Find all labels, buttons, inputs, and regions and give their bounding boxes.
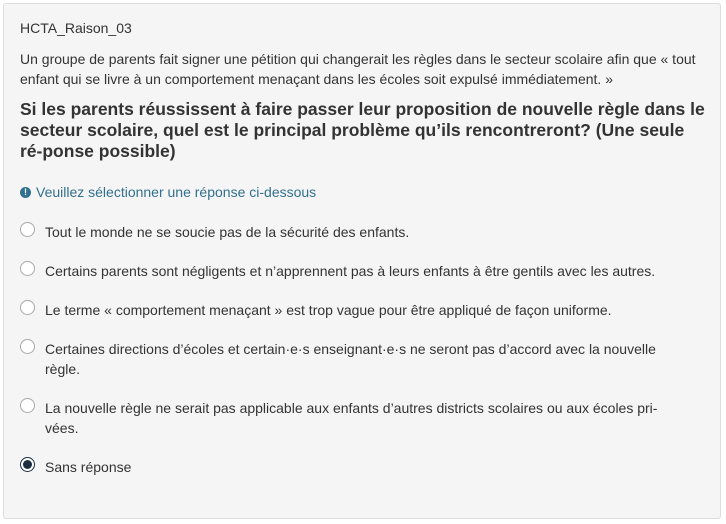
answer-option-label[interactable]: Sans réponse	[45, 459, 132, 475]
radio-button[interactable]	[20, 300, 35, 315]
answer-option-label[interactable]: Le terme « comportement menaçant » est trop vague pour être appliqué de façon uniforme.	[45, 302, 612, 318]
radio-button[interactable]	[20, 339, 35, 354]
question-text: Un groupe de parents fait signer une pétition qui changerait les règles dans le secteur scolaire afin que « tout enfant qui se livre à un comportement menaçant dans les écoles soit expulsé immédiatement. »	[20, 51, 696, 87]
answer-option-label[interactable]: Tout le monde ne se soucie pas de la sécurité des enfants.	[45, 224, 410, 240]
radio-button[interactable]	[20, 398, 35, 413]
question-code: HCTA_Raison_03	[20, 20, 132, 36]
radio-button[interactable]	[20, 222, 35, 237]
hint-text: Veuillez sélectionner une réponse ci-dessous	[36, 184, 317, 200]
exclamation-circle-icon: !	[20, 187, 31, 198]
answer-option-label[interactable]: La nouvelle règle ne serait pas applicable aux enfants d’autres districts scolaires ou aux écoles pri-vées.	[45, 400, 658, 436]
answer-option-label[interactable]: Certains parents sont négligents et n’apprennent pas à leurs enfants à être gentils avec les autres.	[45, 263, 656, 279]
answer-option-label[interactable]: Certaines directions d’écoles et certain·e·s enseignant·e·s ne seront pas d’accord avec la nouvelle règle.	[45, 341, 656, 377]
radio-button-selected[interactable]	[20, 457, 35, 472]
question-title: Si les parents réussissent à faire passer leur proposition de nouvelle règle dans le secteur scolaire, quel est le principal problème qu’ils rencontreront? (Une seule ré-ponse possible)	[20, 99, 705, 161]
question-panel	[3, 3, 721, 519]
radio-button[interactable]	[20, 261, 35, 276]
hint-message	[20, 184, 316, 200]
